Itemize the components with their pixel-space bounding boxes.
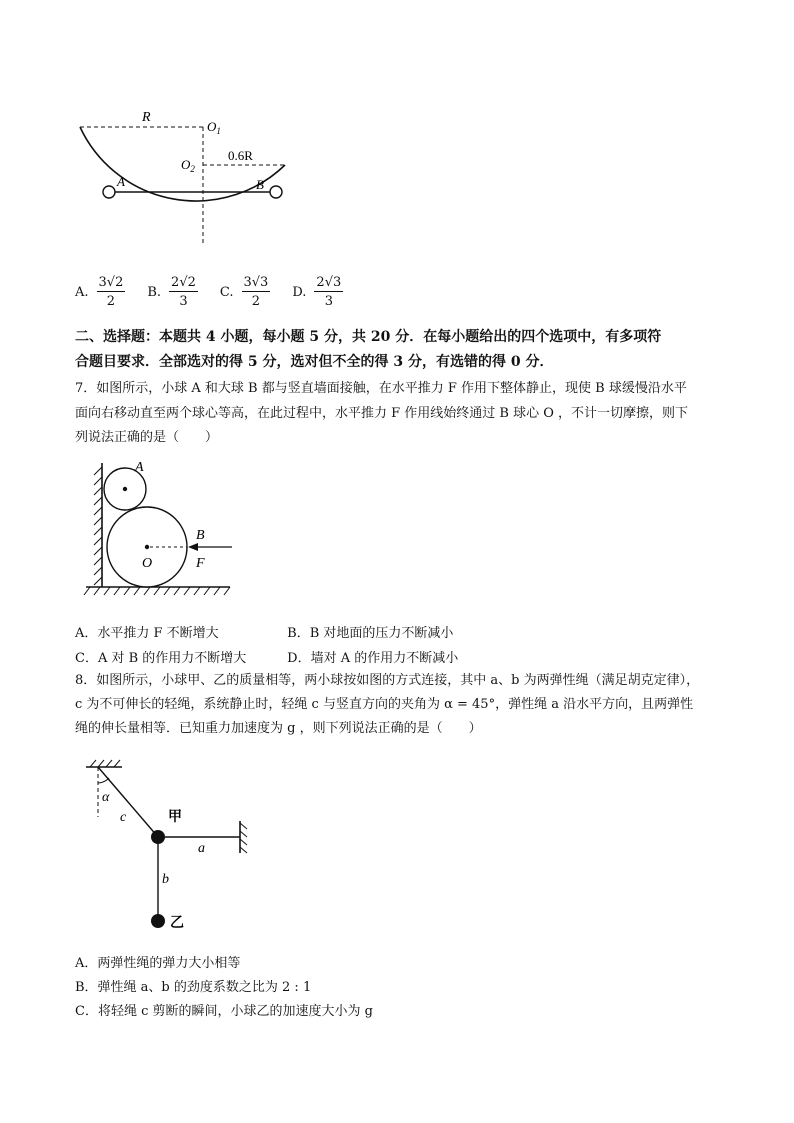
q6-options — [75, 276, 365, 308]
label-alpha: α — [102, 790, 110, 805]
q8-text-line2: c 为不可伸长的轻绳，系统静止时，轻绳 c 与竖直方向的夹角为 α = 45°，弹性绳 a 沿水平方向，且两弹性 — [75, 697, 694, 712]
label-a: A — [135, 460, 144, 475]
label-o: O — [142, 556, 153, 571]
q7-option-a[interactable]: A．水平推力 F 不断增大 — [75, 626, 219, 641]
q7-option-c[interactable]: C．A 对 B 的作用力不断增大 — [75, 651, 247, 666]
q6-option-c[interactable]: C. $\frac{3√3}{2}$ — [219, 275, 269, 309]
ball-jia — [151, 830, 165, 844]
label-o2: $O_2$ — [181, 157, 195, 174]
q6-option-d[interactable]: D. $\frac{2√3}{3}$ — [292, 275, 342, 309]
q7-option-d[interactable]: D．墙对 A 的作用力不断减小 — [287, 651, 459, 666]
elastic-ropes-figure — [80, 755, 270, 940]
q7-options-row1 — [75, 622, 725, 641]
q8-text-line1: 8．如图所示，小球甲、乙的质量相等，两小球按如图的方式连接，其中 a、b 为两弹性绳（满足胡克定律）， — [75, 673, 700, 688]
q7-text-line3: 列说法正确的是（ ） — [75, 430, 219, 445]
label-yi: 乙 — [170, 916, 184, 931]
label-a: a — [198, 841, 205, 856]
bowl-rod-figure — [70, 105, 300, 255]
label-b: b — [162, 872, 169, 887]
label-o1: $O_1$ — [207, 119, 221, 136]
section-heading: 二、选择题：本题共 4 小题，每小题 5 分，共 20 分．在每小题给出的四个选项中，有多项符 — [75, 329, 662, 345]
q8-option-c[interactable]: C．将轻绳 c 剪断的瞬间，小球乙的加速度大小为 g — [75, 1004, 373, 1019]
ball-b — [270, 186, 282, 198]
label-b: B — [196, 528, 205, 543]
label-r: R — [142, 110, 151, 125]
q8-text-line3: 绳的伸长量相等．已知重力加速度为 g ，则下列说法正确的是（ ） — [75, 721, 482, 736]
two-balls-figure — [80, 455, 250, 605]
fraction: $\frac{3√2}{2}$ — [98, 275, 124, 309]
q6-option-a[interactable]: A. $\frac{3√2}{2}$ — [75, 275, 124, 309]
q8-option-b[interactable]: B．弹性绳 a、b 的劲度系数之比为 2 : 1 — [75, 980, 312, 995]
q7-option-b[interactable]: B．B 对地面的压力不断减小 — [287, 626, 454, 641]
label-b: B — [256, 177, 264, 192]
q7-text-line2: 面向右移动直至两个球心等高，在此过程中，水平推力 F 作用线始终通过 B 球心 O ，不计一切摩擦，则下 — [75, 406, 689, 421]
ball-a — [103, 186, 115, 198]
label-jia: 甲 — [168, 810, 182, 825]
q7-text-line1: 7．如图所示，小球 A 和大球 B 都与竖直墙面接触，在水平推力 F 作用下整体静止，现使 B 球缓慢沿水平 — [75, 381, 687, 396]
fraction: $\frac{2√2}{3}$ — [171, 275, 196, 309]
ball-yi — [151, 914, 165, 928]
label-06r: 0.6R — [228, 148, 253, 163]
section-heading-cont: 合题目要求．全部选对的得 5 分，选对但不全的得 3 分，有选错的得 0 分． — [75, 354, 554, 370]
label-c: c — [120, 810, 127, 825]
q8-option-a[interactable]: A．两弹性绳的弹力大小相等 — [75, 956, 241, 971]
fraction: $\frac{3√3}{2}$ — [243, 275, 269, 309]
label-a: A — [117, 174, 125, 189]
label-f: F — [196, 556, 205, 571]
q6-option-b[interactable]: B. $\frac{2√2}{3}$ — [147, 275, 196, 309]
q7-options-row2 — [75, 647, 725, 666]
fraction: $\frac{2√3}{3}$ — [316, 275, 342, 309]
